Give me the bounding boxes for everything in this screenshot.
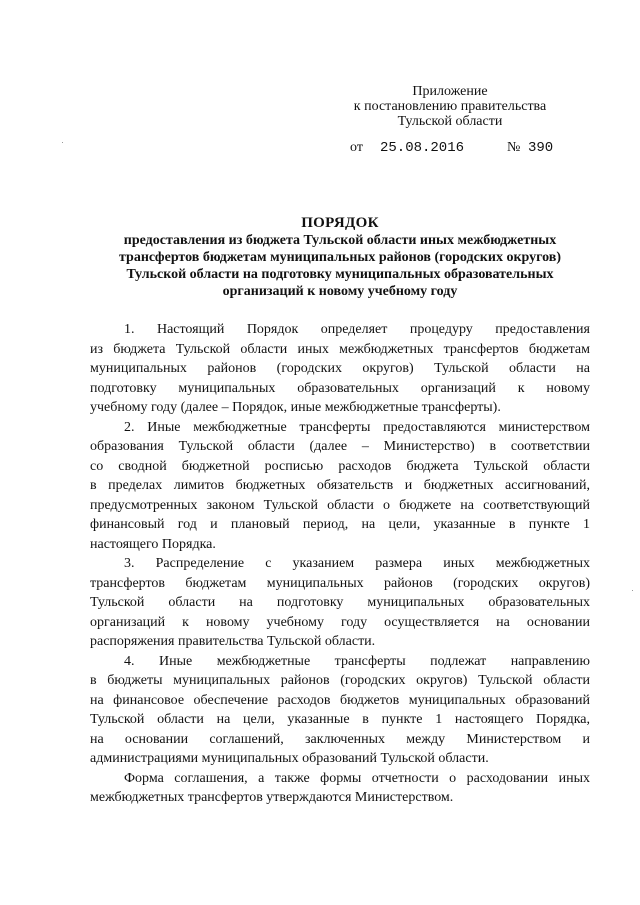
scan-speck xyxy=(632,590,633,591)
paragraph-line: на основании соглашений, заключенных между Министерством и xyxy=(90,731,590,747)
appendix-header xyxy=(330,84,570,129)
paragraph-line: подготовку муниципальных образовательных организаций к новому xyxy=(90,380,590,396)
paragraph-line: муниципальных районов (городских округов) Тульской области на xyxy=(90,361,590,376)
title-main: ПОРЯДОК xyxy=(301,215,379,231)
paragraph-line: администрациями муниципальных образований Тульской области. xyxy=(90,751,489,766)
appendix-line: к постановлению правительства xyxy=(353,99,547,114)
paragraph-line: в бюджеты муниципальных районов (городских округов) Тульской области xyxy=(90,673,590,688)
paragraph-line: финансовый год и плановый период, на цели, указанные в пункте 1 xyxy=(90,517,590,532)
resolution-date: 25.08.2016 xyxy=(380,140,465,156)
paragraph-line: 4. Иные межбюджетные трансферты подлежат направлению xyxy=(124,653,590,669)
paragraph-line: со сводной бюджетной росписью расходов бюджета Тульской области xyxy=(90,458,590,474)
appendix-line: Тульской области xyxy=(397,114,503,129)
subtitle-line: предоставления из бюджета Тульской области иных межбюджетных xyxy=(123,233,557,248)
paragraph-1 xyxy=(90,320,590,418)
subtitle-line: Тульской области на подготовку муниципальных образовательных xyxy=(126,267,554,282)
paragraph-line: организаций к новому учебному году осуществляется на основании xyxy=(90,614,590,630)
title-subtitle xyxy=(90,232,590,300)
paragraph-5 xyxy=(90,769,590,808)
paragraph-line: трансфертов бюджетам муниципальных районов (городских округов) xyxy=(90,575,590,591)
paragraph-line: Тульской области на цели, указанные в пункте 1 настоящего Порядка, xyxy=(90,712,590,727)
paragraph-2 xyxy=(90,418,590,555)
number-label: № xyxy=(507,140,521,155)
paragraph-line: в пределах лимитов бюджетных обязательств и бюджетных ассигнований, xyxy=(90,478,590,493)
appendix-line: Приложение xyxy=(412,84,488,99)
paragraph-line: на финансовое обеспечение расходов бюджетов муниципальных образований xyxy=(90,692,590,708)
subtitle-line: трансфертов бюджетам муниципальных районов (городских округов) xyxy=(119,250,561,265)
paragraph-line: 3. Распределение с указанием размера иных межбюджетных xyxy=(124,556,590,571)
resolution-number: 390 xyxy=(528,140,554,156)
paragraph-line: распоряжения правительства Тульской области. xyxy=(90,634,376,649)
paragraph-line: межбюджетных трансфертов утверждаются Министерством. xyxy=(90,790,454,805)
paragraph-3 xyxy=(90,554,590,652)
paragraph-line: учебному году (далее – Порядок, иные межбюджетные трансферты). xyxy=(90,400,501,415)
paragraph-line: настоящего Порядка. xyxy=(90,536,216,552)
paragraph-line: из бюджета Тульской области иных межбюджетных трансфертов бюджетам xyxy=(90,341,590,357)
date-from-label: от xyxy=(350,140,363,155)
paragraph-line: 2. Иные межбюджетные трансферты предоставляются министерством xyxy=(124,419,590,435)
paragraph-line: 1. Настоящий Порядок определяет процедуру предоставления xyxy=(124,322,590,337)
paragraph-line: предусмотренных законом Тульской области о бюджете на соответствующий xyxy=(90,497,590,513)
document-body xyxy=(90,320,590,808)
paragraph-line: Форма соглашения, а также формы отчетности о расходовании иных xyxy=(124,770,590,786)
document-title xyxy=(90,214,590,300)
subtitle-line: организаций к новому учебному году xyxy=(222,284,458,299)
paragraph-line: образования Тульской области (далее – Министерство) в соответствии xyxy=(90,439,590,454)
paragraph-line: Тульской области на подготовку муниципальных образовательных xyxy=(90,595,590,610)
paragraph-4 xyxy=(90,652,590,769)
scan-speck xyxy=(62,142,63,143)
